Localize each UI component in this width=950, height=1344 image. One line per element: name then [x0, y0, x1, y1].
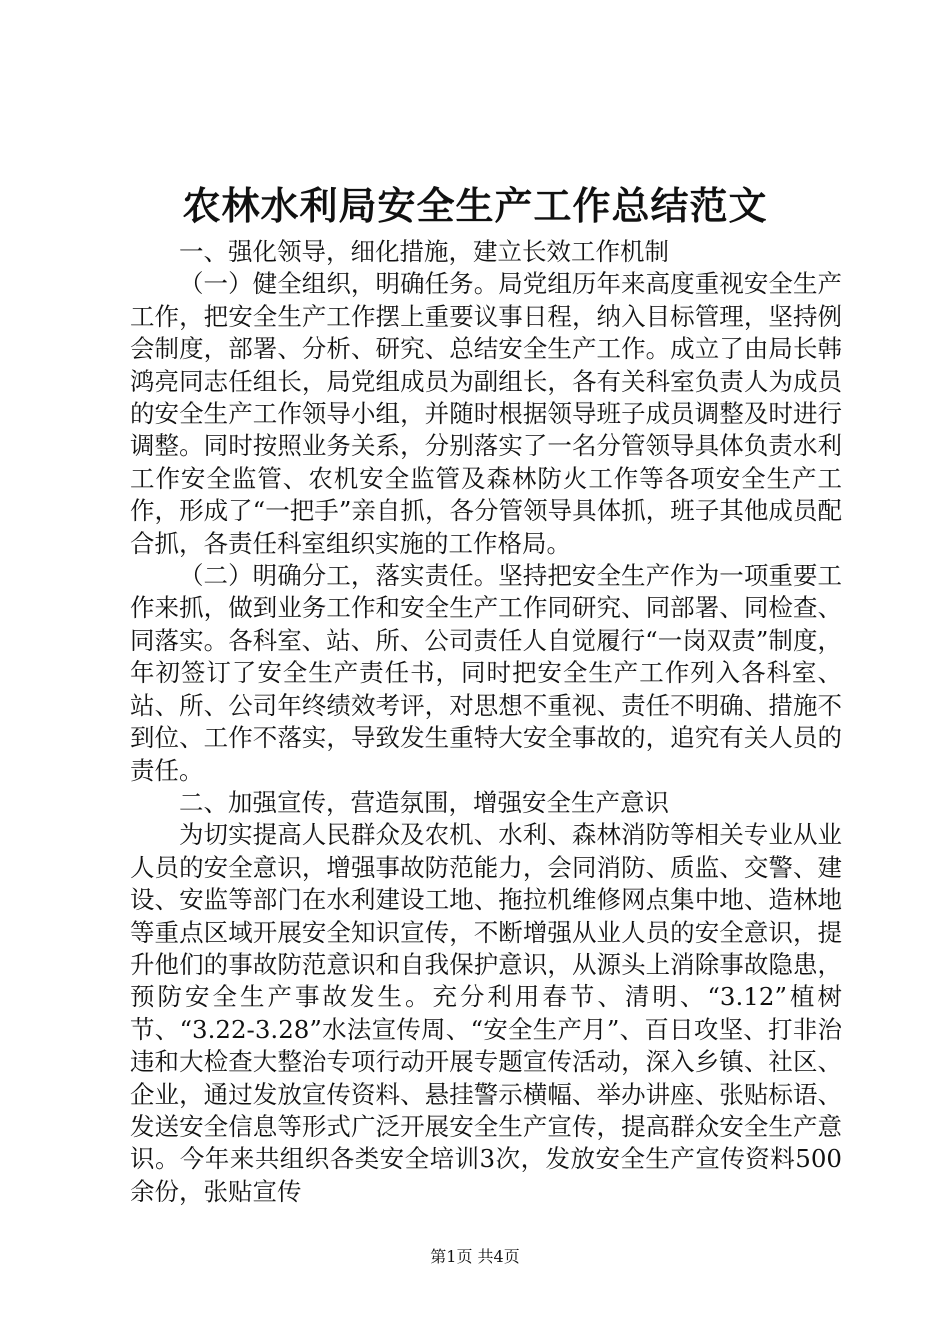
- paragraph-2: （二）明确分工，落实责任。坚持把安全生产作为一项重要工作来抓，做到业务工作和安全生产工作同研究、同部署、同检查、同落实。各科室、站、所、公司责任人自觉履行“一岗双责”制度，年初签订了安全生产责任书，同时把安全生产工作列入各科室、站、所、公司年终绩效考评，对思想不重视、责任不明确、措施不到位、工作不落实，导致发生重特大安全事故的，追究有关人员的责任。: [130, 561, 842, 785]
- document-body: [130, 236, 842, 1208]
- document-title: 农林水利局安全生产工作总结范文: [182, 183, 768, 228]
- section-heading-1: 一、强化领导，细化措施，建立长效工作机制: [179, 237, 669, 266]
- section-heading-2: 二、加强宣传，营造氛围，增强安全生产意识: [179, 787, 669, 817]
- paragraph-3: 为切实提高人民群众及农机、水利、森林消防等相关专业从业人员的安全意识，增强事故防范能力，会同消防、质监、交警、建设、安监等部门在水利建设工地、拖拉机维修网点集中地、造林地等重点区域开展安全知识宣传，不断增强从业人员的安全意识，提升他们的事故防范意识和自我保护意识，从源头上消除事故隐患，预防安全生产事故发生。充分利用春节、清明、“3.12”植树节、“3.22-3.28”水法宣传周、“安全生产月”、百日攻坚、打非治违和大检查大整治专项行动开展专题宣传活动，深入乡镇、社区、企业，通过发放宣传资料、悬挂警示横幅、举办讲座、张贴标语、发送安全信息等形式广泛开展安全生产宣传，提高群众安全生产意识。今年来共组织各类安全培训3次，发放安全生产宣传资料500余份，张贴宣传: [130, 820, 842, 1206]
- paragraph-1: （一）健全组织，明确任务。局党组历年来高度重视安全生产工作，把安全生产工作摆上重要议事日程，纳入目标管理，坚持例会制度，部署、分析、研究、总结安全生产工作。成立了由局长韩鸿亮同志任组长，局党组成员为副组长，各有关科室负责人为成员的安全生产工作领导小组，并随时根据领导班子成员调整及时进行调整。同时按照业务关系，分别落实了一名分管领导具体负责水利工作安全监管、农机安全监管及森林防火工作等各项安全生产工作，形成了“一把手”亲自抓，各分管领导具体抓，班子其他成员配合抓，各责任科室组织实施的工作格局。: [130, 269, 842, 558]
- page-footer: 第1页 共4页: [430, 1247, 520, 1266]
